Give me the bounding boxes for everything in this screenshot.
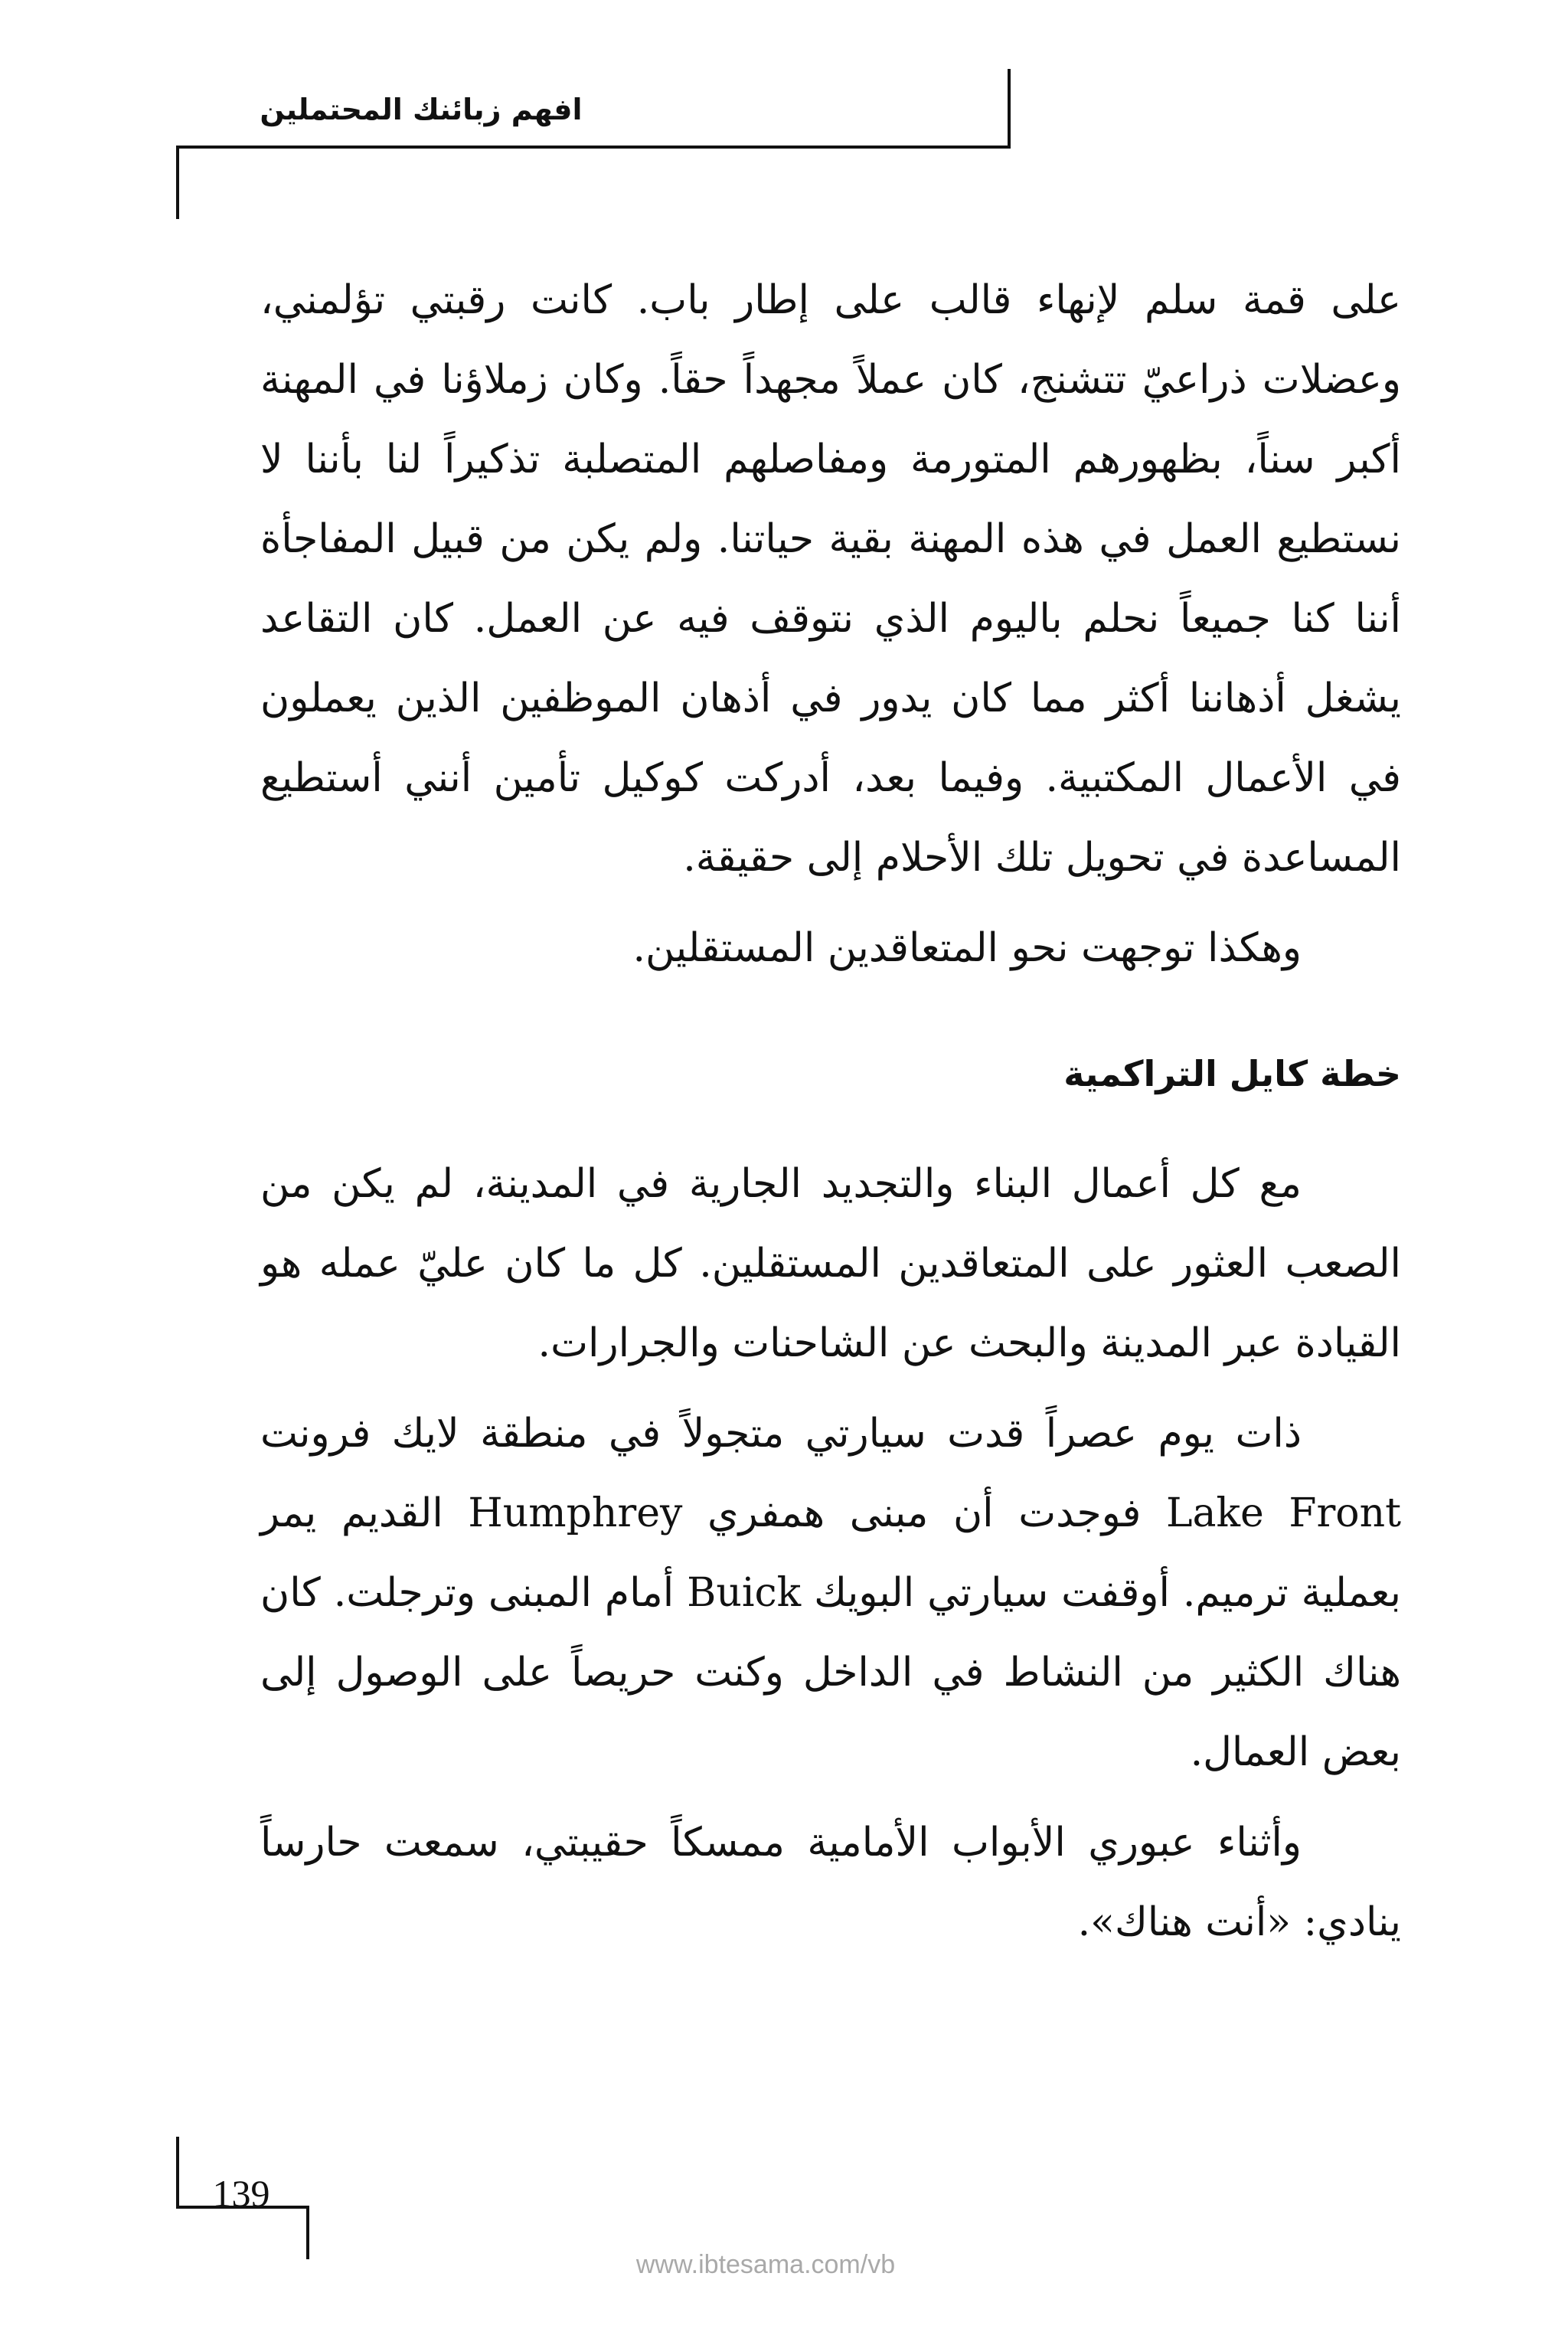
body-paragraph: وأثناء عبوري الأبواب الأمامية ممسكاً حقيبتي، سمعت حارساً ينادي: «أنت هناك». <box>260 1820 1401 1945</box>
page-number: 139 <box>212 2172 270 2215</box>
footer-rule-left-tick <box>176 2137 179 2209</box>
body-paragraph: وهكذا توجهت نحو المتعاقدين المستقلين. <box>632 925 1302 971</box>
header-rule-right-tick <box>1008 69 1011 149</box>
page-body <box>260 260 1401 1962</box>
header-rule <box>178 146 1011 149</box>
header-rule-left-tick <box>176 146 179 219</box>
footer-rule-right-tick <box>306 2206 309 2259</box>
body-paragraph: ذات يوم عصراً قدت سيارتي متجولاً في منطقة لايك فرونت Lake Front فوجدت أن مبنى همفري Humphrey القديم يمر بعملية ترميم. أوقفت سيارتي البويك Buick أمام المبنى وترجلت. كان هناك الكثير من النشاط في الداخل وكنت حريصاً على الوصول إلى بعض العمال. <box>260 1411 1402 1775</box>
body-paragraph: على قمة سلم لإنهاء قالب على إطار باب. كانت رقبتي تؤلمني، وعضلات ذراعيّ تتشنج، كان عملاً مجهداً حقاً. وكان زملاؤنا في المهنة أكبر سناً، بظهورهم المتورمة ومفاصلهم المتصلبة تذكيراً لنا بأننا لا نستطيع العمل في هذه المهنة بقية حياتنا. ولم يكن من قبيل المفاجأة أننا كنا جميعاً نحلم باليوم الذي نتوقف فيه عن العمل. كان التقاعد يشغل أذهاننا أكثر مما كان يدور في أذهان الموظفين الذين يعملون في الأعمال المكتبية. وفيما بعد، أدركت كوكيل تأمين أنني أستطيع المساعدة في تحويل تلك الأحلام إلى حقيقة. <box>260 277 1402 881</box>
section-heading: خطة كايل التراكمية <box>1063 1053 1401 1094</box>
running-title: افهم زبائنك المحتملين <box>260 93 583 126</box>
watermark-url: www.ibtesama.com/vb <box>635 2250 896 2279</box>
body-paragraph: مع كل أعمال البناء والتجديد الجارية في المدينة، لم يكن من الصعب العثور على المتعاقدين المستقلين. كل ما كان عليّ عمله هو القيادة عبر المدينة والبحث عن الشاحنات والجرارات. <box>260 1161 1401 1366</box>
